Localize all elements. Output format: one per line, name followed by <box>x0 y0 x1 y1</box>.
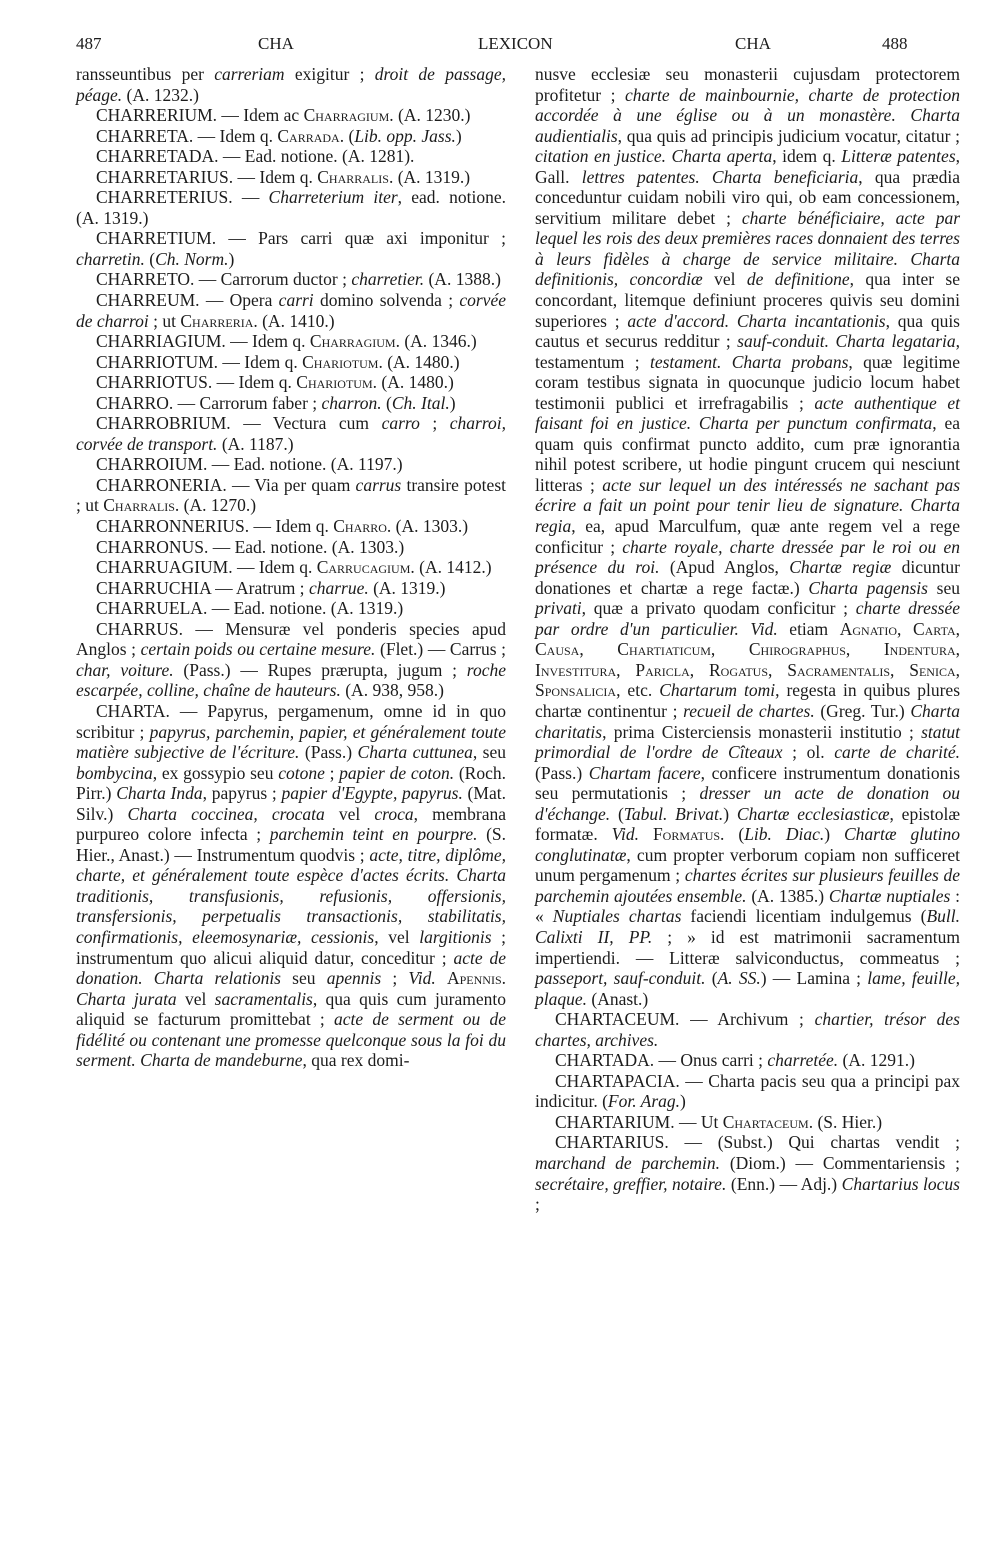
dictionary-entry: CHARTADA. — Onus carri ; charretée. (A. 1291.) <box>555 1050 915 1071</box>
dictionary-entry: CHARTARIUS. — (Subst.) Qui chartas vendit ; marchand de parchemin. (Diom.) — Commentariensis ; secrétaire, greffier, notaire. (Enn.) — Adj.) Chartarius locus ; <box>535 1132 960 1215</box>
right-column <box>535 64 960 1215</box>
dictionary-entry: CHARRETO. — Carrorum ductor ; charretier. (A. 1388.) <box>96 269 501 290</box>
dictionary-entry: CHARRONUS. — Ead. notione. (A. 1303.) <box>96 536 405 557</box>
running-head-left: CHA <box>258 34 294 53</box>
running-head-center: LEXICON <box>478 34 553 53</box>
dictionary-entry: CHARRUAGIUM. — Idem q. Carrucagium. (A. 1412.) <box>96 557 492 578</box>
dictionary-entry: ransseuntibus per carreriam exigitur ; droit de passage, péage. (A. 1232.) <box>76 64 506 105</box>
dictionary-entry: CHARTARIUM. — Ut Chartaceum. (S. Hier.) <box>555 1111 883 1132</box>
dictionary-entry: CHARRUS. — Mensuræ vel ponderis species apud Anglos ; certain poids ou certaine mesure. (Flet.) — Carrus ; char, voiture. (Pass.) — Rupes prærupta, jugum ; roche escarpée, colline, chaîne de hauteurs. (A. 938, 958.) <box>76 618 506 701</box>
dictionary-entry: CHARTACEUM. — Archivum ; chartier, trésor des chartes, archives. <box>535 1009 960 1050</box>
page-number-left: 487 <box>76 34 102 53</box>
running-head-right: CHA <box>735 34 771 53</box>
dictionary-entry: CHARRONNERIUS. — Idem q. Charro. (A. 1303.) <box>96 516 469 537</box>
dictionary-entry: CHARTAPACIA. — Charta pacis seu qua a principi pax indicitur. (For. Arag.) <box>535 1070 960 1112</box>
dictionary-entry: CHARRETARIUS. — Idem q. Charralis. (A. 1319.) <box>96 166 471 187</box>
dictionary-entry: CHARRUELA. — Ead. notione. (A. 1319.) <box>96 598 404 619</box>
dictionary-entry: CHARRETIUM. — Pars carri quæ axi imponitur ; charretin. (Ch. Norm.) <box>76 228 506 269</box>
dictionary-entry: nusve ecclesiæ seu monasterii cujusdam protectorem profitetur ; charte de mainbournie, charte de protection accordée à une église ou à un monastère. Charta audientialis, qua quis ad principis judicium vocatur, citatur ; citation en justice. Charta aperta, idem q. Litteræ patentes, Gall. lettres patentes. Charta beneficiaria, qua prædia conceduntur cuidam nobili viro qui, ob eam concessionem, servitium militare debet ; charte bénéficiaire, acte par lequel les rois des deux premières races donnaient des terres à leurs fidèles à charge de service militaire. Charta definitionis, concordiæ vel de definitione, qua inter se concordant, litemque definiunt proceres quivis seu domini superiores ; acte d'accord. Charta incantationis, qua quis cautus et securus redditur ; sauf-conduit. Charta legataria, testamentum ; testament. Charta probans, quæ legitime coram testibus signata in quocunque judicio locum habet testimonii publici et irrefragabilis ; acte authentique et faisant foi en justice. Charta per punctum confirmata, ea quam quis confirmat puncto addito, cum præ ignorantia nihil potest scribere, ut hodie pingunt crucem qui nesciunt litteras ; acte sur lequel un des intéressés ne sachant pas écrire a fait un point pour tenir lieu de signature. Charta regia, ea, apud Marculfum, quæ ante regem vel a rege conficitur ; charte royale, charte dressée par le roi ou en présence du roi. (Apud Anglos, Chartæ regiæ dicuntur donationes et chartæ a rege factæ.) Charta pagensis seu privati, quæ a privato quodam conficitur ; charte dressée par ordre d'un particulier. Vid. etiam Agnatio, Carta, Causa, Chartiaticum, Chirographus, Indentura, Investitura, Paricla, Rogatus, Sacramentalis, Senica, Sponsalicia, etc. Chartarum tomi, regesta in quibus plures chartæ continentur ; recueil de chartes. (Greg. Tur.) Charta charitatis, prima Cisterciensis monasterii institutio ; statut primordial de l'ordre de Cîteaux ; ol. carte de charité. (Pass.) Chartam facere, conficere instrumentum donationis seu permutationis ; dresser un acte de donation ou d'échange. (Tabul. Brivat.) Chartæ ecclesiasticæ, epistolæ formatæ. Vid. Formatus. (Lib. Diac.) Chartæ glutino conglutinatæ, cum propter verborum copiam non sufficeret unum pergamenum ; chartes écrites sur plusieurs feuilles de parchemin ajoutées ensemble. (A. 1385.) Chartæ nuptiales : « Nuptiales chartas faciendi licentiam indulgemus (Bull. Calixti II, PP. ; » id est matrimonii sacramentum impertiendi. — Litteræ salviconductus, commeatus ; passeport, sauf-conduit. (A. SS.) — Lamina ; lame, feuille, plaque. (Anast.) <box>535 64 961 1009</box>
dictionary-entry: CHARRIOTUM. — Idem q. Chariotum. (A. 1480.) <box>96 351 460 372</box>
dictionary-entry: CHARTA. — Papyrus, pergamenum, omne id in quo scribitur ; papyrus, parchemin, papier, et généralement toute matière subjective de l'écriture. (Pass.) Charta cuttunea, seu bombycina, ex gossypio seu cotone ; papier de coton. (Roch. Pirr.) Charta Inda, papyrus ; papier d'Egypte, papyrus. (Mat. Silv.) Charta coccinea, crocata vel croca, membrana purpureo colore infecta ; parchemin teint en pourpre. (S. Hier., Anast.) — Instrumentum quodvis ; acte, titre, diplôme, charte, et généralement toute espèce d'actes écrits. Charta traditionis, transfusionis, refusionis, offersionis, transfersionis, perpetualis transactionis, stabilitatis, confirmationis, eleemosynariæ, cessionis, vel largitionis ; instrumentum quo alicui aliquid datur, conceditur ; acte de donation. Charta relationis seu apennis ; Vid. Apennis. Charta jurata vel sacramentalis, qua quis cum juramento aliquid se facturum promittebat ; acte de serment ou de fidélité ou contenant une promesse quelconque sous la foi du serment. Charta de mandeburne, qua rex domi- <box>76 700 507 1071</box>
page-number-right: 488 <box>882 34 908 53</box>
dictionary-entry: CHARRONERIA. — Via per quam carrus transire potest ; ut Charralis. (A. 1270.) <box>76 474 506 516</box>
left-column <box>76 64 506 1071</box>
dictionary-entry: CHARROIUM. — Ead. notione. (A. 1197.) <box>96 454 403 475</box>
dictionary-entry: CHARREUM. — Opera carri domino solvenda ; corvée de charroi ; ut Charreria. (A. 1410.) <box>76 290 506 331</box>
dictionary-entry: CHARRIOTUS. — Idem q. Chariotum. (A. 1480.) <box>96 372 454 393</box>
dictionary-entry: CHARRETERIUS. — Charreterium iter, ead. notione. (A. 1319.) <box>76 187 507 228</box>
page-header <box>0 34 1000 58</box>
dictionary-entry: CHARRUCHIA — Aratrum ; charrue. (A. 1319.) <box>96 577 446 598</box>
dictionary-entry: CHARRIAGIUM. — Idem q. Charragium. (A. 1346.) <box>96 331 477 352</box>
dictionary-entry: CHARRERIUM. — Idem ac Charragium. (A. 1230.) <box>96 105 471 126</box>
dictionary-entry: CHARRETA. — Idem q. Carrada. (Lib. opp. Jass.) <box>96 125 462 146</box>
dictionary-entry: CHARRETADA. — Ead. notione. (A. 1281). <box>96 146 415 167</box>
dictionary-entry: CHARROBRIUM. — Vectura cum carro ; charroi, corvée de transport. (A. 1187.) <box>76 413 506 454</box>
dictionary-entry: CHARRO. — Carrorum faber ; charron. (Ch. Ital.) <box>96 392 456 413</box>
